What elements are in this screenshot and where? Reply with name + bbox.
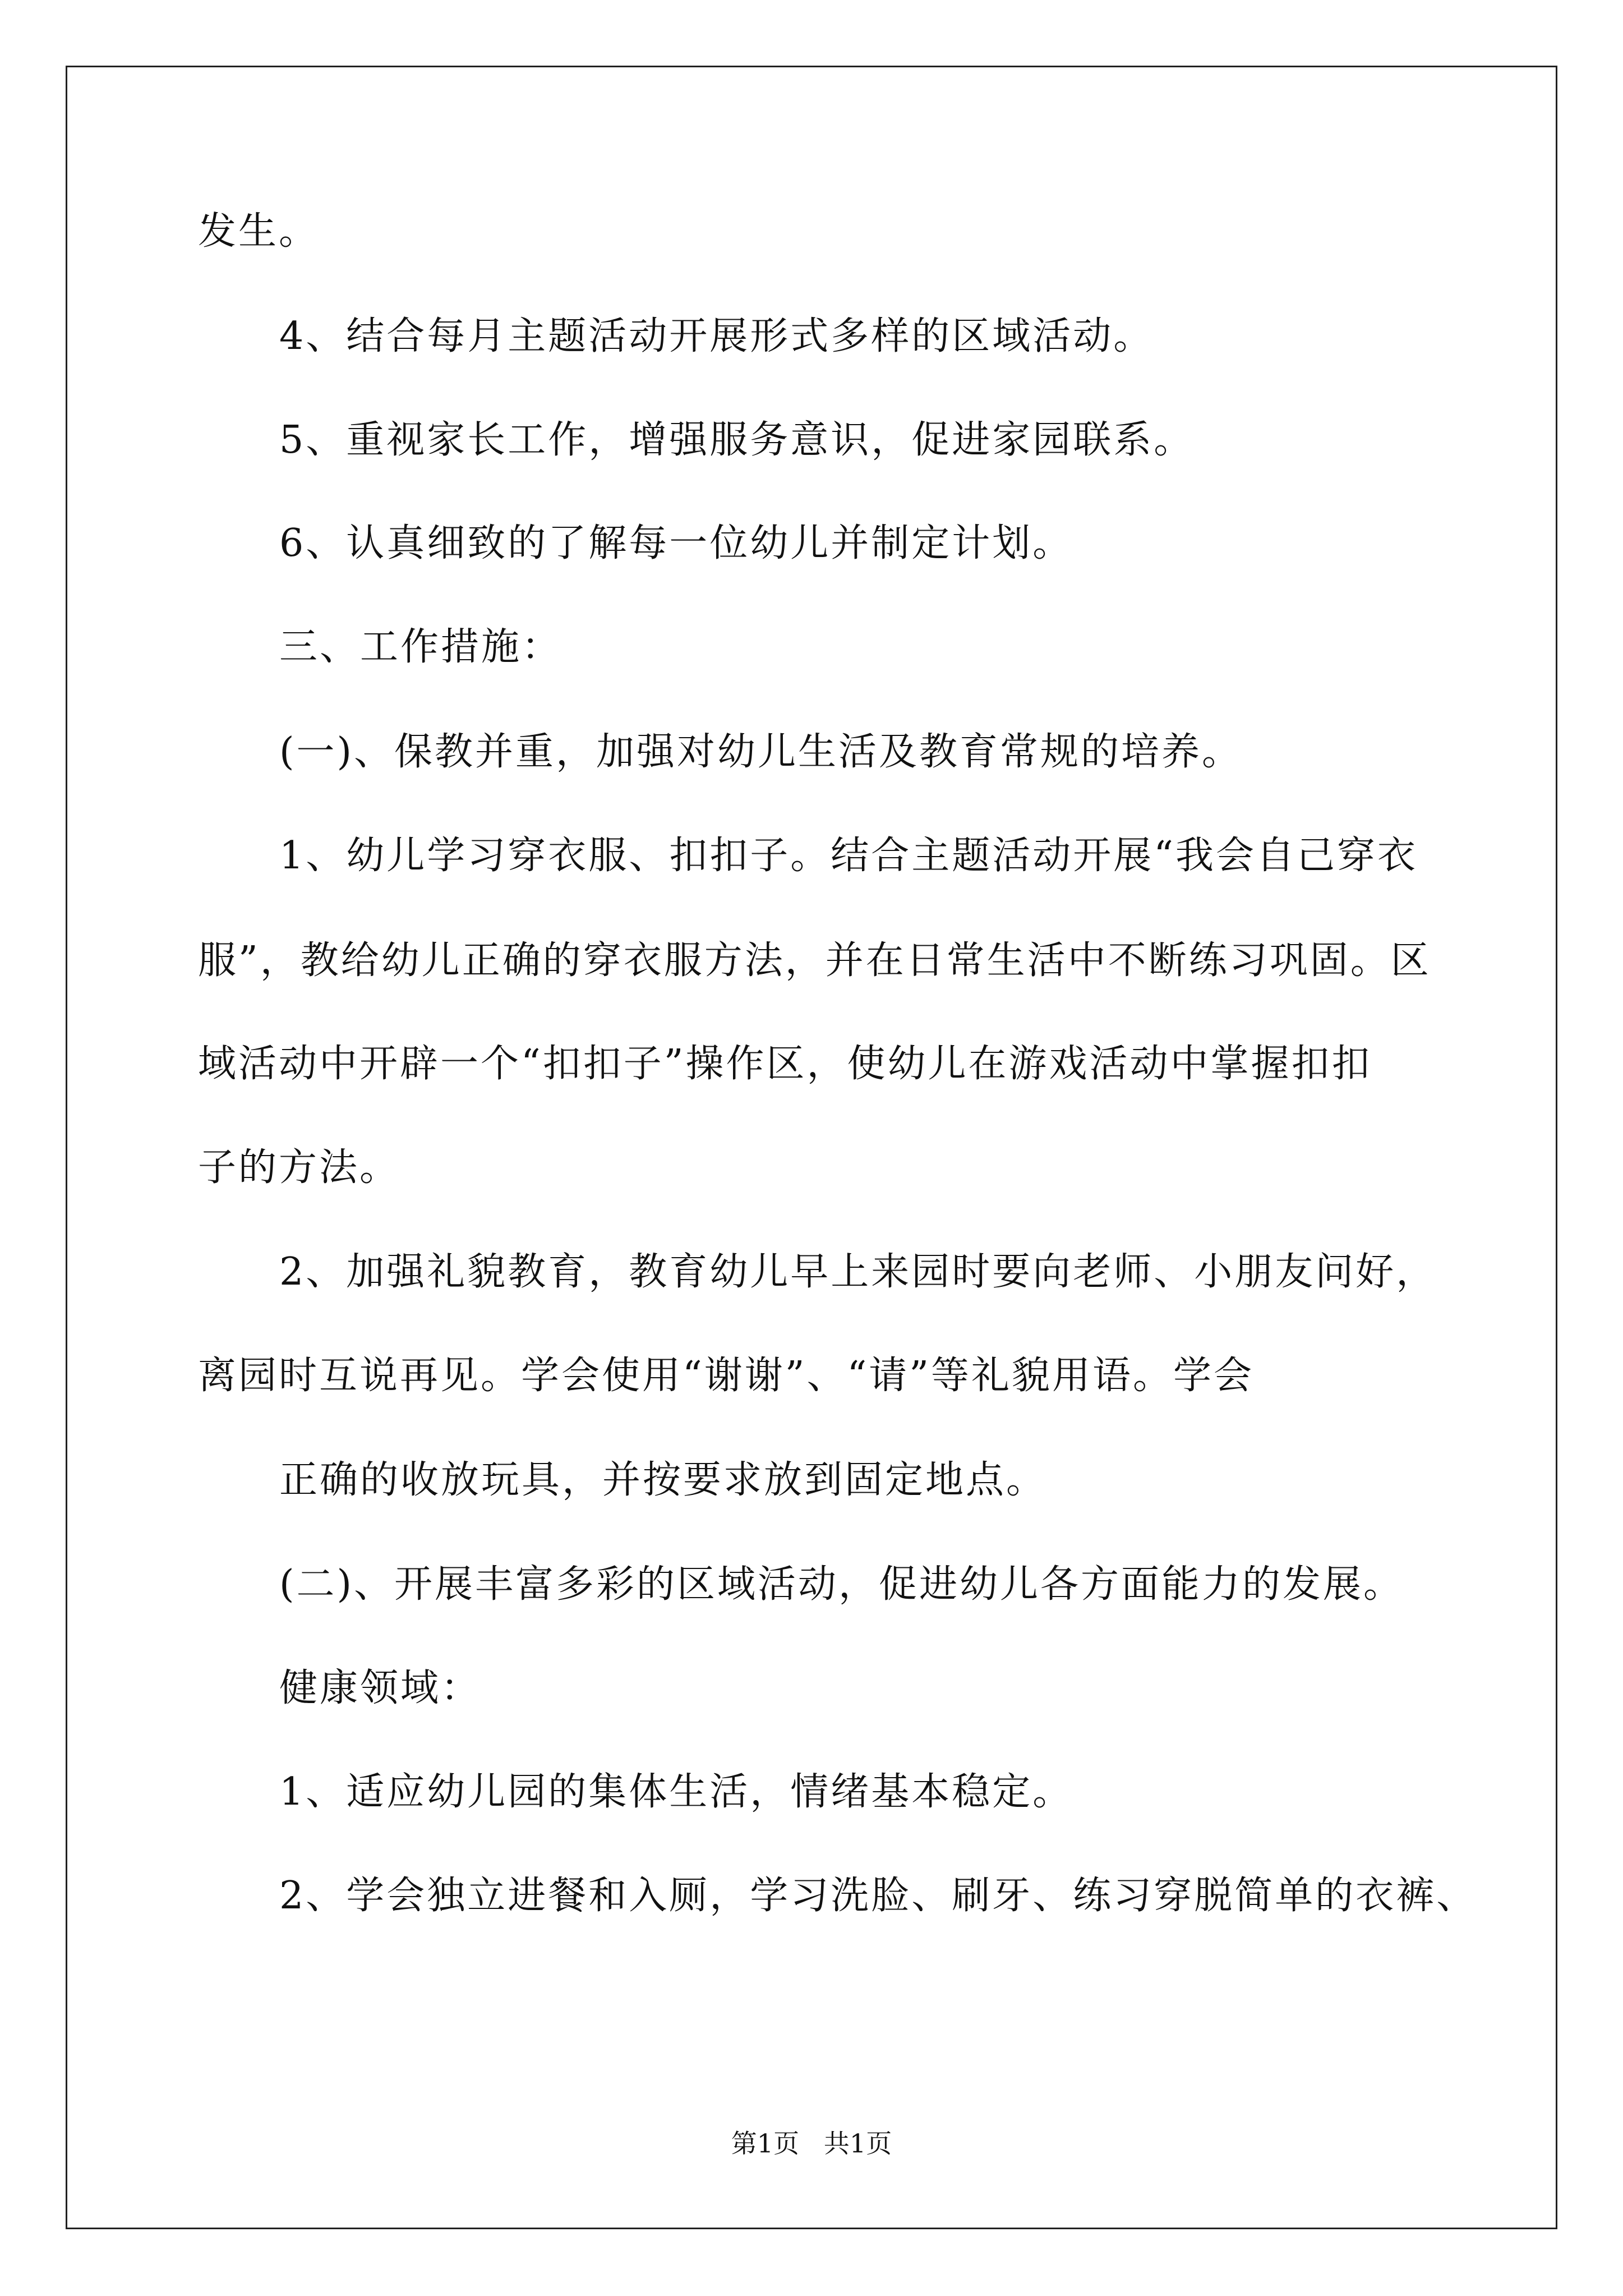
subsection-heading: (一)、保教并重，加强对幼儿生活及教育常规的培养。 <box>279 730 1243 774</box>
text-line: 2、学会独立进餐和入厕，学习洗脸、刷牙、练习穿脱简单的衣裤、 <box>279 1874 1477 1918</box>
section-heading: 三、工作措施： <box>279 625 562 669</box>
text-line: 服”，教给幼儿正确的穿衣服方法，并在日常生活中不断练习巩固。区 <box>198 938 1431 983</box>
text-line: 子的方法。 <box>198 1145 400 1190</box>
text-line: 6、认真细致的了解每一位幼儿并制定计划。 <box>279 521 1073 565</box>
text-line: 2、加强礼貌教育，教育幼儿早上来园时要向老师、小朋友问好， <box>279 1250 1437 1294</box>
text-line: 离园时互说再见。学会使用“谢谢”、“请”等礼貌用语。学会 <box>198 1354 1255 1398</box>
page-footer: 第1页 共1页 <box>731 2128 892 2159</box>
text-line: 健康领域： <box>279 1666 482 1710</box>
text-line: 正确的收放玩具，并按要求放到固定地点。 <box>279 1458 1047 1502</box>
text-line: 1、幼儿学习穿衣服、扣扣子。结合主题活动开展“我会自己穿衣 <box>279 834 1418 878</box>
text-line: 域活动中开辟一个“扣扣子”操作区，使幼儿在游戏活动中掌握扣扣 <box>198 1042 1372 1086</box>
text-line: 5、重视家长工作，增强服务意识，促进家园联系。 <box>279 418 1195 462</box>
text-line: 4、结合每月主题活动开展形式多样的区域活动。 <box>279 314 1154 358</box>
text-line: 1、适应幼儿园的集体生活，情绪基本稳定。 <box>279 1770 1073 1814</box>
text-line: 发生。 <box>198 209 320 254</box>
subsection-heading: (二)、开展丰富多彩的区域活动，促进幼儿各方面能力的发展。 <box>279 1562 1404 1607</box>
